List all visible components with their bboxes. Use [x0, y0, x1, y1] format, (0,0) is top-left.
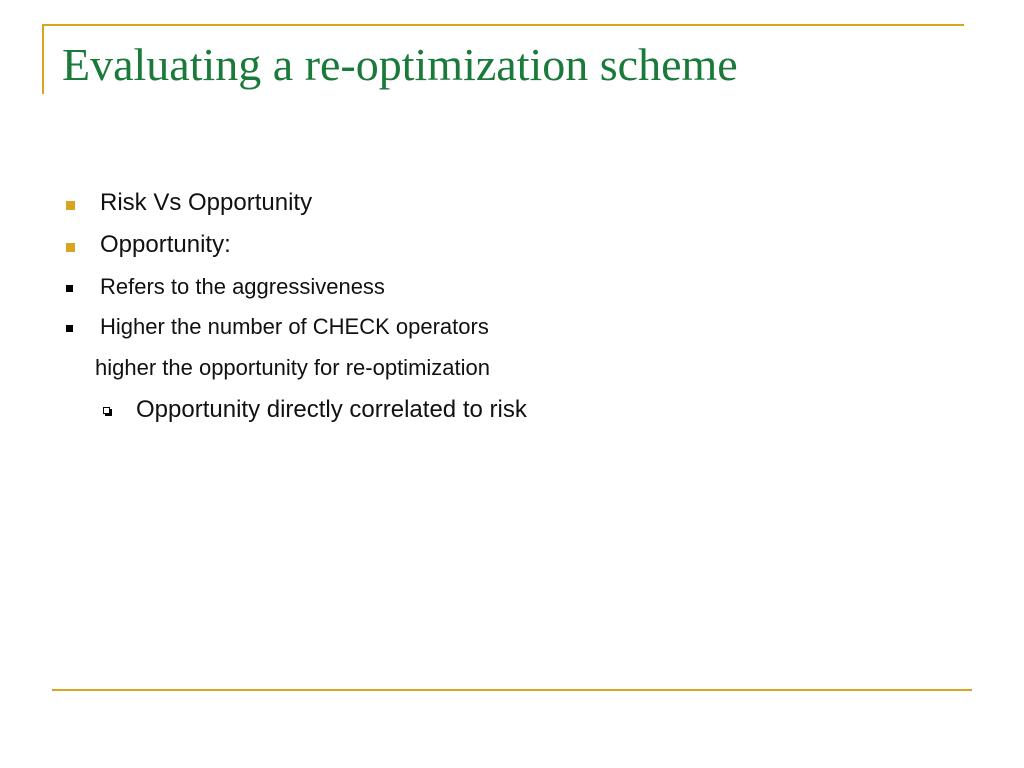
bullet-square-icon — [66, 201, 75, 210]
bottom-border-line — [52, 689, 972, 691]
continuation-text: higher the opportunity for re-optimization — [95, 355, 490, 380]
bullet-text-opportunity: Opportunity: — [100, 231, 231, 258]
top-border-line — [42, 24, 964, 26]
bullet-text-risk-vs-opportunity: Risk Vs Opportunity — [100, 189, 313, 216]
bullet-square-icon — [66, 325, 73, 332]
slide-title: Evaluating a re-optimization scheme — [62, 39, 738, 90]
bullet-square-icon — [66, 285, 73, 292]
bullet-text-aggressiveness: Refers to the aggressiveness — [100, 274, 385, 299]
bullet-square-icon — [66, 243, 75, 252]
bullet-text-check-operators: Higher the number of CHECK operators — [100, 314, 489, 339]
bullet-text-correlated-to-risk: Opportunity directly correlated to risk — [136, 396, 527, 423]
left-border-line — [42, 24, 44, 94]
hollow-square-bullet-icon — [103, 407, 110, 414]
